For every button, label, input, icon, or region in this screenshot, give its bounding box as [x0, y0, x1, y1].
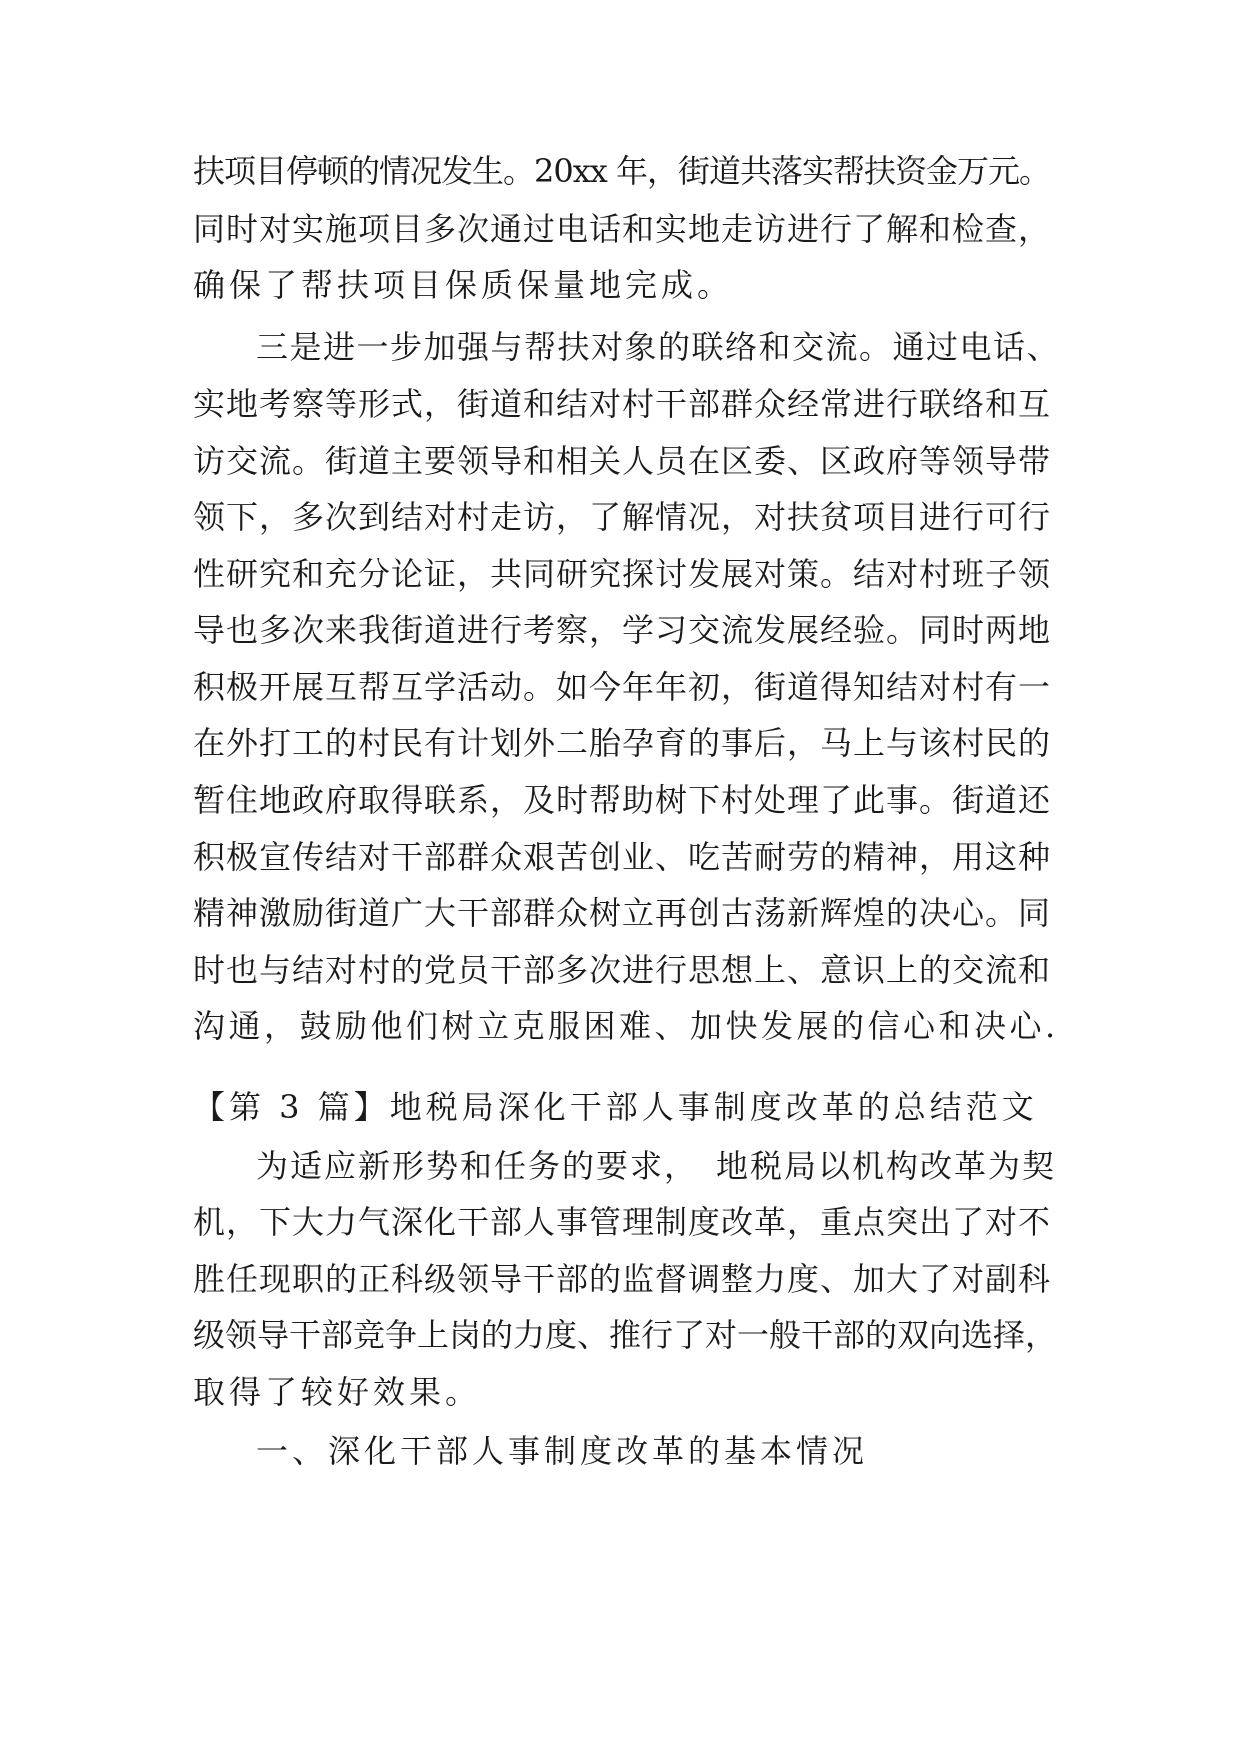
paragraph-line: 精神激励街道广大干部群众树立再创古荡新辉煌的决心。同 — [193, 894, 1052, 932]
paragraph-line: 导也多次来我街道进行考察，学习交流发展经验。同时两地 — [193, 611, 1052, 649]
paragraph-line: 三是进一步加强与帮扶对象的联络和交流。通过电话、 — [256, 328, 1061, 366]
paragraph-line: 积极宣传结对干部群众艰苦创业、吃苦耐劳的精神，用这种 — [193, 838, 1052, 876]
paragraph-line: 时也与结对村的党员干部多次进行思想上、意识上的交流和 — [193, 951, 1052, 989]
paragraph-line: 在外打工的村民有计划外二胎孕育的事后，马上与该村民的 — [193, 724, 1052, 762]
article-heading: 【第 3 篇】地税局深化干部人事制度改革的总结范文 — [193, 1088, 1038, 1126]
paragraph-line: 实地考察等形式，街道和结对村干部群众经常进行联络和互 — [193, 385, 1052, 423]
paragraph-line: 访交流。街道主要领导和相关人员在区委、区政府等领导带 — [193, 442, 1052, 480]
paragraph-line: 沟通，鼓励他们树立克服困难、加快发展的信心和决心. — [193, 1007, 1059, 1045]
paragraph-line: 取得了较好效果。 — [193, 1373, 482, 1411]
paragraph-line: 级领导干部竞争上岗的力度、推行了对一般干部的双向选择， — [193, 1316, 1058, 1354]
paragraph-line: 机，下大力气深化干部人事管理制度改革，重点突出了对不 — [193, 1203, 1052, 1241]
paragraph-line: 扶项目停顿的情况发生。20xx 年，街道共落实帮扶资金万元。 — [193, 152, 1050, 190]
paragraph-line: 为适应新形势和任务的要求， 地税局以机构改革为契 — [256, 1147, 1057, 1185]
section-title: 一、深化干部人事制度改革的基本情况 — [256, 1432, 869, 1470]
paragraph-line: 暂住地政府取得联系，及时帮助树下村处理了此事。街道还 — [193, 781, 1052, 819]
paragraph-line: 积极开展互帮互学活动。如今年年初，街道得知结对村有一 — [193, 668, 1052, 706]
paragraph-line: 同时对实施项目多次通过电话和实地走访进行了解和检查， — [193, 210, 1052, 248]
paragraph-line: 确保了帮扶项目保质保量地完成。 — [193, 266, 734, 304]
paragraph-line: 领下，多次到结对村走访，了解情况，对扶贫项目进行可行 — [193, 498, 1052, 536]
paragraph-line: 胜任现职的正科级领导干部的监督调整力度、加大了对副科 — [193, 1260, 1052, 1298]
paragraph-line: 性研究和充分论证，共同研究探讨发展对策。结对村班子领 — [193, 555, 1052, 593]
